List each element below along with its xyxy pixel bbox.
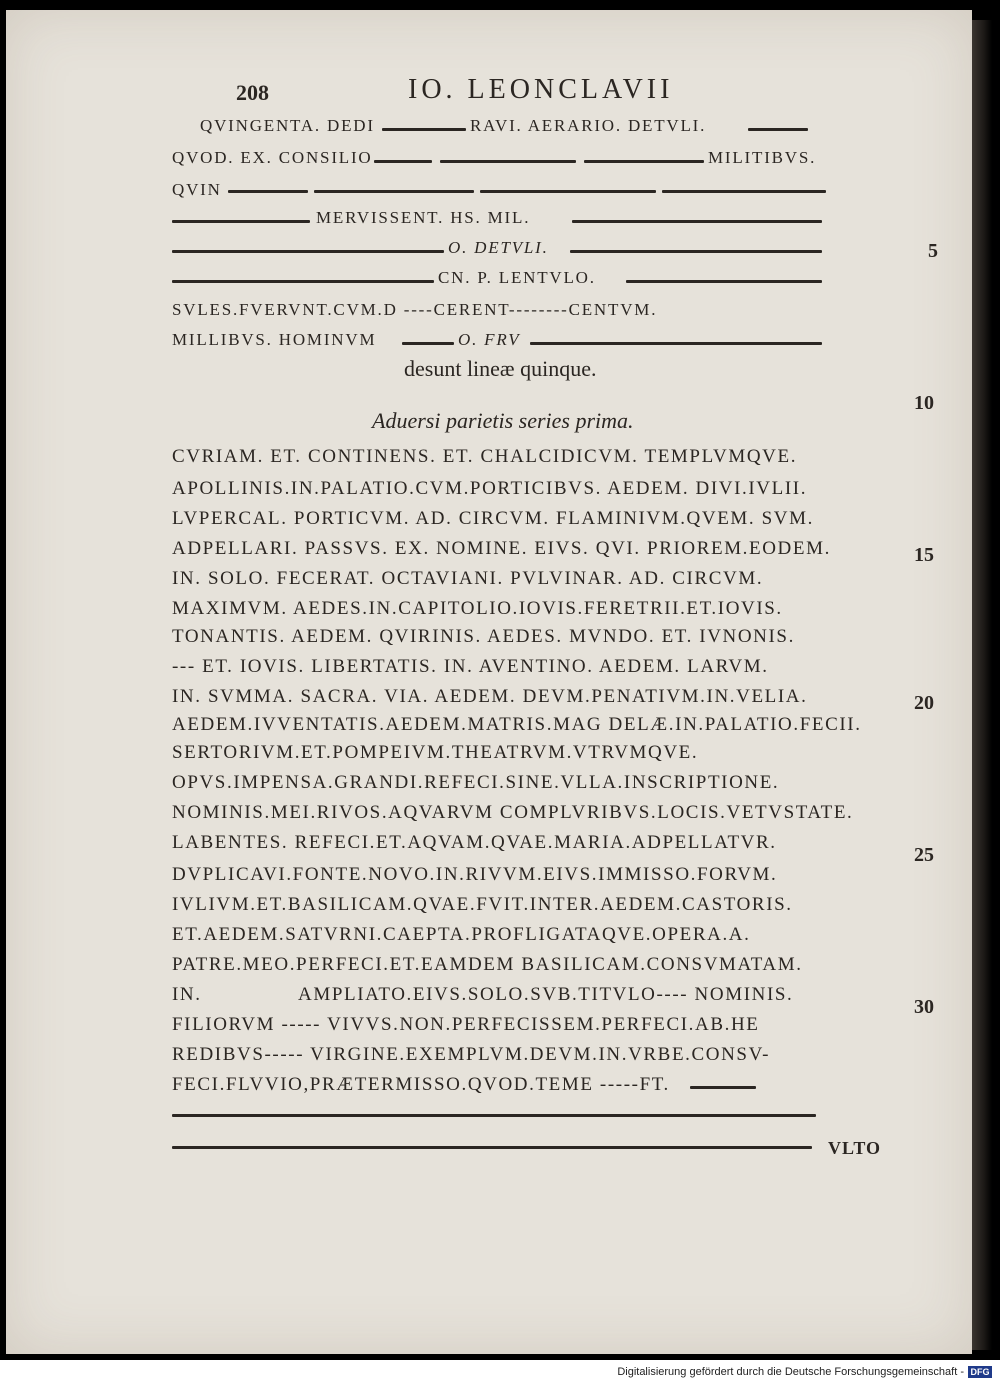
body-line: IVLIVM.ET.BASILICAM.QVAE.FVIT.INTER.AEDEM.CASTORIS. [172,894,793,915]
body-line: AEDEM.IVVENTATIS.AEDEM.MATRIS.MAG DELÆ.IN.PALATIO.FECII. [172,714,862,735]
upper-line-1b: RAVI. AERARIO. DETVLI. [470,116,707,135]
dfg-logo: DFG [968,1366,992,1378]
lacuna-dash [662,190,826,193]
body-line: APOLLINIS.IN.PALATIO.CVM.PORTICIBVS. AEDEM. DIVI.IVLII. [172,478,808,499]
upper-line-7: SVLES.FVERVNT.CVM.D ----CERENT--------CENTVM. [172,300,658,319]
lacuna-dash [480,190,656,193]
lacuna-dash [228,190,308,193]
funding-credit: Digitalisierung gefördert durch die Deutsche Forschungsgemeinschaft - [617,1366,964,1378]
lacuna-dash [748,128,808,131]
body-line: SERTORIVM.ET.POMPEIVM.THEATRVM.VTRVMQVE. [172,742,699,763]
lacuna-dash [440,160,576,163]
body-line: PATRE.MEO.PERFECI.ET.EAMDEM BASILICAM.CONSVMATAM. [172,954,803,975]
body-line: AMPLIATO.EIVS.SOLO.SVB.TITVLO---- NOMINIS. [298,984,794,1005]
section-heading: Aduersi parietis series prima. [372,408,634,433]
upper-line-2a: QVOD. EX. CONSILIO [172,148,373,167]
body-line: ET.AEDEM.SATVRNI.CAEPTA.PROFLIGATAQVE.OPERA.A. [172,924,751,945]
lacuna-dash [172,1114,816,1117]
body-line: MAXIMVM. AEDES.IN.CAPITOLIO.IOVIS.FERETRII.ET.IOVIS. [172,598,783,619]
lacuna-dash [584,160,704,163]
lacuna-dash [402,342,454,345]
body-line: DVPLICAVI.FONTE.NOVO.IN.RIVVM.EIVS.IMMISSO.FORVM. [172,864,778,885]
upper-line-6: CN. P. LENTVLO. [438,268,596,287]
lacuna-dash [374,160,432,163]
body-line: LVPERCAL. PORTICVM. AD. CIRCVM. FLAMINIVM.QVEM. SVM. [172,508,814,529]
running-head: IO. LEONCLAVII [408,74,674,105]
body-line: IN. SOLO. FECERAT. OCTAVIANI. PVLVINAR. AD. CIRCVM. [172,568,764,589]
catchword: VLTO [828,1138,882,1158]
margin-line-number: 25 [914,844,934,866]
book-spine-edge [972,20,992,1350]
margin-line-number: 15 [914,544,934,566]
lacuna-dash [530,342,822,345]
body-line: FILIORVM ----- VIVVS.NON.PERFECISSEM.PERFECI.AB.HE [172,1014,760,1035]
body-line: OPVS.IMPENSA.GRANDI.REFECI.SINE.VLLA.INSCRIPTIONE. [172,772,780,793]
lacuna-dash [626,280,822,283]
body-line: CVRIAM. ET. CONTINENS. ET. CHALCIDICVM. TEMPLVMQVE. [172,446,798,467]
margin-line-number: 20 [914,692,934,714]
lacuna-dash [172,280,434,283]
margin-line-number: 10 [914,392,934,414]
lacuna-dash [570,250,822,253]
upper-line-2b: MILITIBVS. [708,148,817,167]
lacuna-dash [172,220,310,223]
lacuna-dash [572,220,822,223]
body-line: REDIBVS----- VIRGINE.EXEMPLVM.DEVM.IN.VRBE.CONSV- [172,1044,771,1065]
upper-line-1a: QVINGENTA. DEDI [200,116,375,135]
body-line: ADPELLARI. PASSVS. EX. NOMINE. EIVS. QVI. PRIOREM.EODEM. [172,538,831,559]
page-number: 208 [236,80,269,105]
upper-line-8b: O. FRV [458,330,521,349]
lacuna-note: desunt lineæ quinque. [404,356,597,381]
upper-line-5: O. DETVLI. [448,238,549,257]
lacuna-dash [172,250,444,253]
lacuna-dash [172,1146,812,1149]
margin-line-number: 5 [928,240,938,262]
body-line: TONANTIS. AEDEM. QVIRINIS. AEDES. MVNDO. ET. IVNONIS. [172,626,795,647]
upper-line-3: QVIN [172,180,222,199]
body-line: IN. SVMMA. SACRA. VIA. AEDEM. DEVM.PENATIVM.IN.VELIA. [172,686,808,707]
margin-line-number: 30 [914,996,934,1018]
upper-line-4: MERVISSENT. HS. MIL. [316,208,531,227]
body-line: FECI.FLVVIO,PRÆTERMISSO.QVOD.TEME -----FT. [172,1074,670,1095]
lacuna-dash [382,128,466,131]
body-line: --- ET. IOVIS. LIBERTATIS. IN. AVENTINO. AEDEM. LARVM. [172,656,769,677]
body-line-prefix: IN. [172,984,202,1005]
body-line: NOMINIS.MEI.RIVOS.AQVARVM COMPLVRIBVS.LOCIS.VETVSTATE. [172,802,854,823]
upper-line-8a: MILLIBVS. HOMINVM [172,330,377,349]
body-line: LABENTES. REFECI.ET.AQVAM.QVAE.MARIA.ADPELLATVR. [172,832,777,853]
lacuna-dash [690,1086,756,1089]
lacuna-dash [314,190,474,193]
